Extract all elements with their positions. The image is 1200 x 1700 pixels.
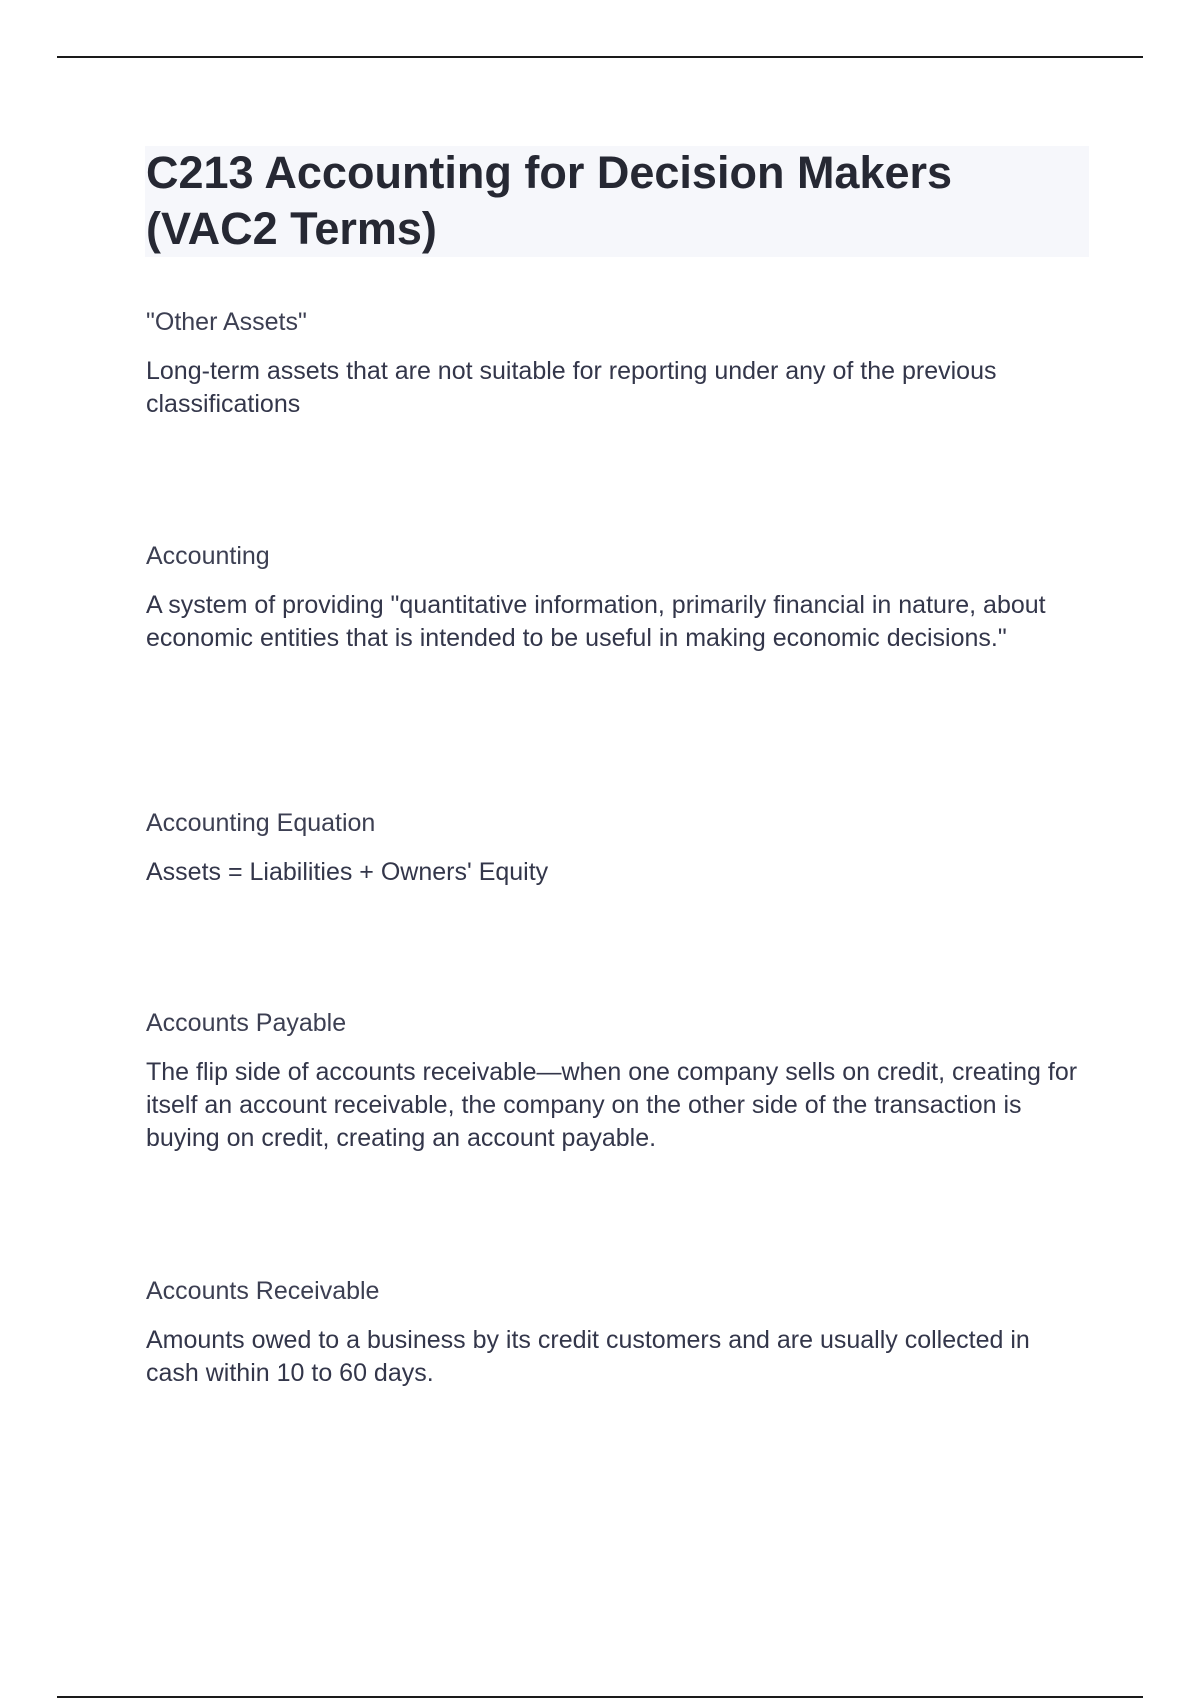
term-label: Accounts Payable (146, 1009, 347, 1037)
term-definition: The flip side of accounts receivable—when one company sells on credit, creating for itself an account receivable, the company on the other side of the transaction is buying on credit, creating an account payable. (146, 1058, 1078, 1152)
term-definition: Assets = Liabilities + Owners' Equity (146, 858, 549, 886)
term-label: Accounts Receivable (146, 1277, 380, 1305)
term-definition: A system of providing "quantitative information, primarily financial in nature, about economic entities that is intended to be useful in making economic decisions." (146, 591, 1046, 652)
term-entry-accounts-payable (146, 1007, 1086, 1155)
term-label: Accounting (146, 542, 270, 570)
top-rule (57, 56, 1143, 58)
page-title: C213 Accounting for Decision Makers (VAC2 Terms) (146, 147, 953, 254)
bottom-rule (57, 1696, 1143, 1698)
term-label: "Other Assets" (146, 308, 307, 336)
term-entry-other-assets (146, 306, 1086, 421)
term-definition: Amounts owed to a business by its credit customers and are usually collected in cash within 10 to 60 days. (146, 1326, 1030, 1387)
term-label: Accounting Equation (146, 809, 376, 837)
term-definition: Long-term assets that are not suitable for reporting under any of the previous classifications (146, 357, 997, 418)
term-entry-accounts-receivable (146, 1275, 1086, 1390)
term-entry-accounting-equation (146, 807, 1086, 889)
term-entry-accounting (146, 540, 1086, 655)
